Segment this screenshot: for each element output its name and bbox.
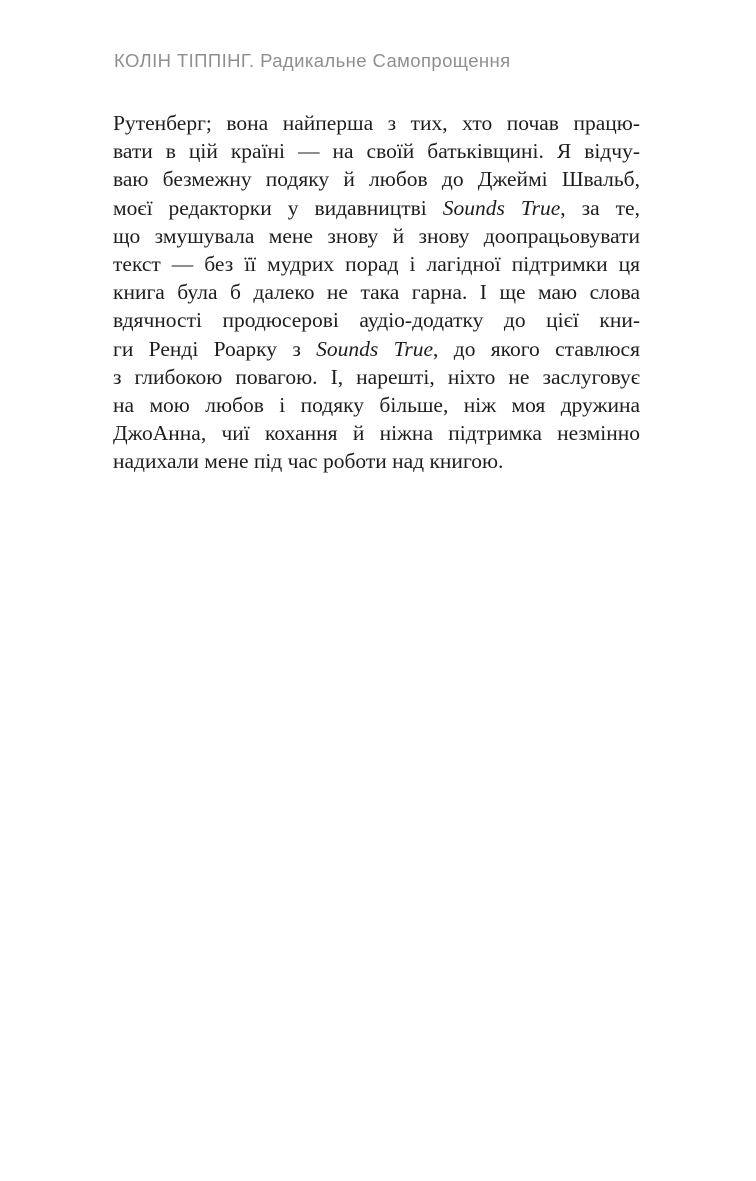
text-segment: Рутенберг; вона найперша з тих, хто почав працю- xyxy=(113,111,640,135)
text-segment: що змушувала мене знову й знову доопрацьовувати xyxy=(113,223,640,248)
italic-segment: Sounds True xyxy=(316,336,434,361)
text-line xyxy=(113,250,640,278)
text-line xyxy=(113,222,640,250)
text-segment: ДжоАнна, чиї кохання й ніжна підтримка незмінно xyxy=(113,421,640,446)
text-segment: вдячності продюсерові аудіо-додатку до цієї кни- xyxy=(113,308,640,333)
running-header: КОЛІН ТІППІНГ. Радикальне Самопрощення xyxy=(114,50,511,71)
text-line xyxy=(113,165,640,193)
text-segment: , за те, xyxy=(560,195,640,220)
text-segment: книга була б далеко не така гарна. І ще маю слова xyxy=(113,280,640,305)
body-text-block xyxy=(113,109,640,476)
text-line xyxy=(113,306,640,334)
text-segment: текст — без її мудрих порад і лагідної підтримки ця xyxy=(113,252,640,277)
text-segment: надихали мене під час роботи над книгою. xyxy=(113,449,504,474)
text-segment: з глибокою повагою. І, нарешті, ніхто не заслуговує xyxy=(113,364,640,389)
text-segment: ги Ренді Роарку з xyxy=(113,336,317,361)
text-segment: , до якого ставлюся xyxy=(433,336,640,361)
text-line xyxy=(113,335,640,363)
text-segment: вати в цій країні — на своїй батьківщині. Я відчу- xyxy=(113,139,640,164)
text-line xyxy=(113,419,640,447)
text-line xyxy=(113,363,640,391)
text-line xyxy=(113,109,640,137)
italic-segment: Sounds True xyxy=(442,195,561,220)
text-line xyxy=(113,278,640,306)
text-line xyxy=(113,137,640,165)
text-segment: на мою любов і подяку більше, ніж моя дружина xyxy=(113,393,640,418)
text-line xyxy=(113,447,640,475)
text-line xyxy=(113,194,640,222)
text-segment: моєї редакторки у видавництві xyxy=(113,195,443,220)
text-segment: ваю безмежну подяку й любов до Джеймі Швальб, xyxy=(113,167,640,192)
text-line xyxy=(113,391,640,419)
